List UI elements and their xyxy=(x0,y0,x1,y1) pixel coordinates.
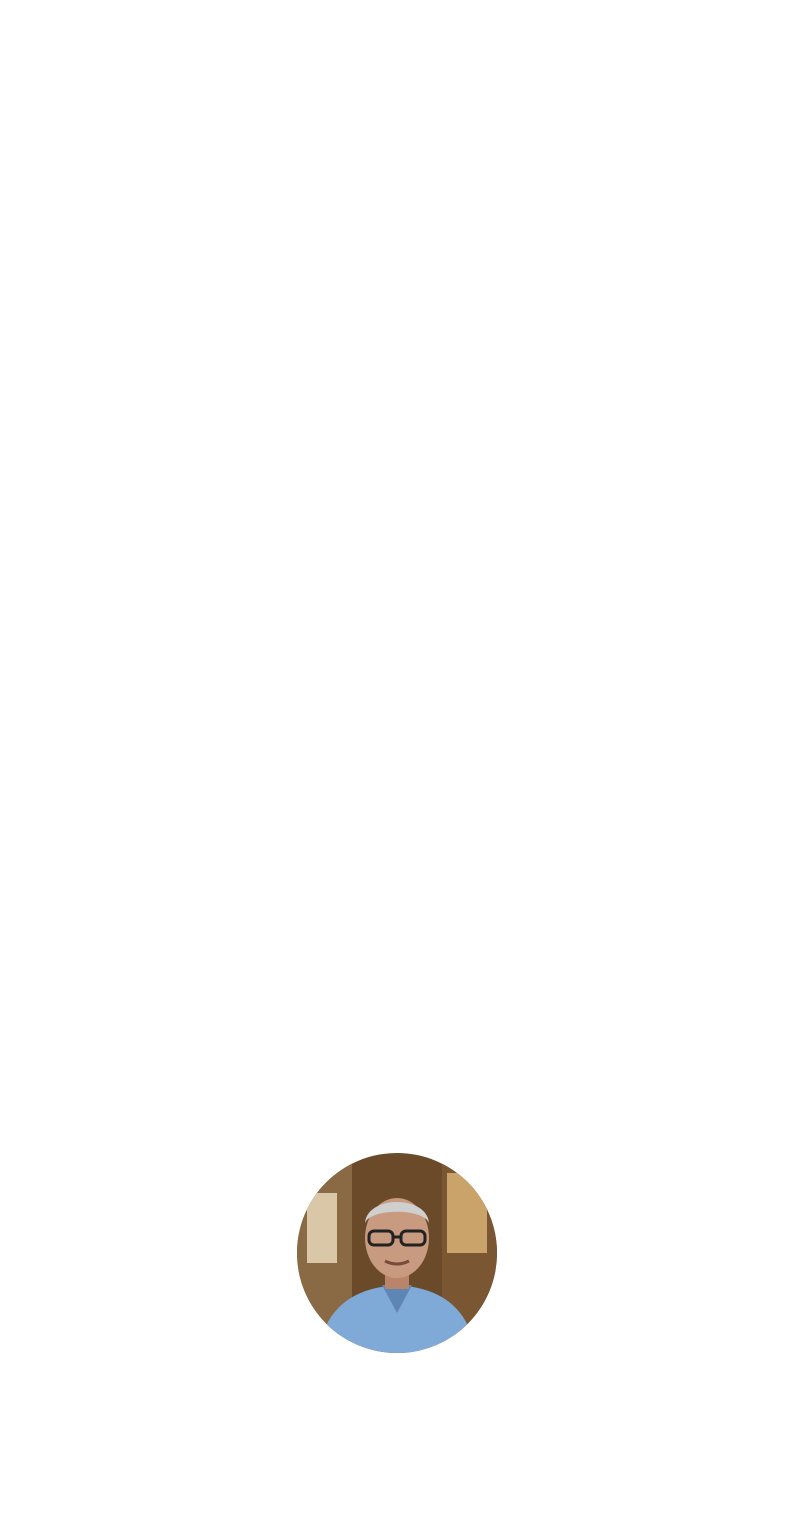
file-heading xyxy=(8,22,784,40)
author-photo xyxy=(297,1153,497,1353)
person-portrait-icon xyxy=(297,1153,497,1353)
document-content xyxy=(8,0,784,1122)
